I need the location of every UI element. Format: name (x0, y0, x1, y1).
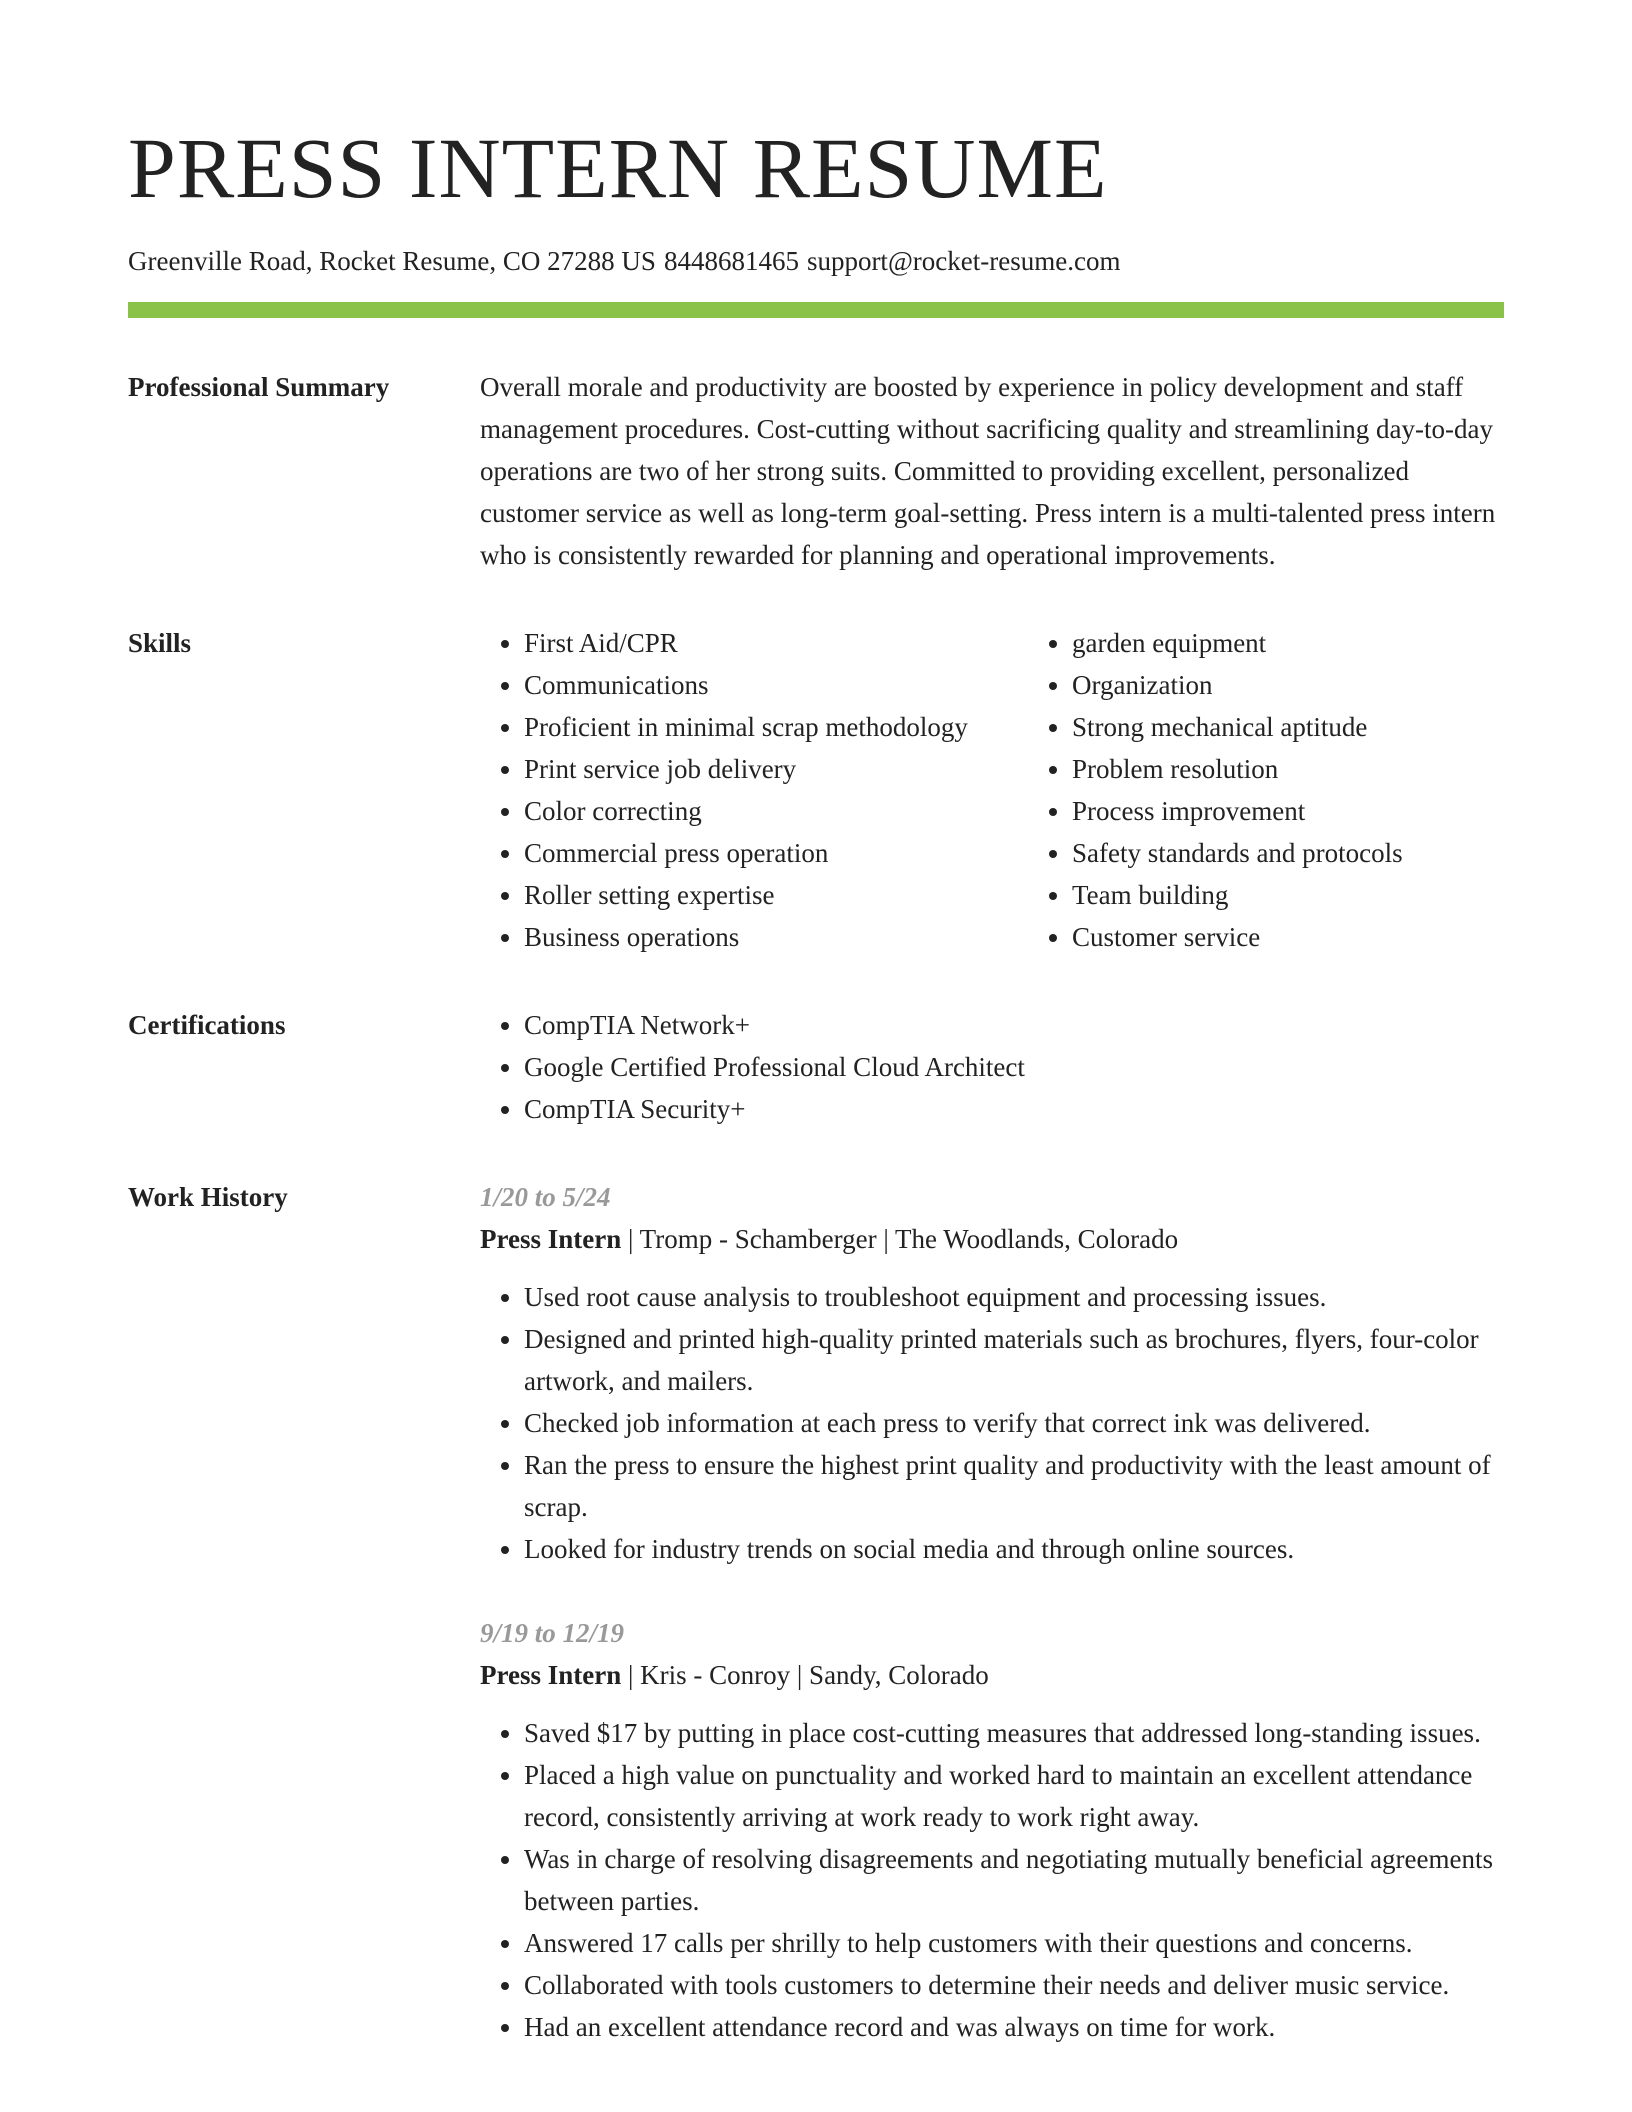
contact-line (128, 244, 1504, 278)
certification-item: • CompTIA Network+ (524, 1004, 1504, 1046)
skill-item: • Strong mechanical aptitude (1072, 706, 1532, 748)
skill-item: • Organization (1072, 664, 1532, 706)
skill-item: • Safety standards and protocols (1072, 832, 1532, 874)
skill-item: • Problem resolution (1072, 748, 1532, 790)
job-bullet: • Designed and printed high-quality printed materials such as brochures, flyers, four-color artwork, and mailers. (524, 1318, 1504, 1402)
certifications-list (480, 1004, 1504, 1130)
skill-item: • Process improvement (1072, 790, 1532, 832)
job-bullet: • Had an excellent attendance record and was always on time for work. (524, 2006, 1504, 2048)
job-company-location: | Tromp - Schamberger | The Woodlands, Colorado (621, 1224, 1179, 1254)
job-title: Press Intern (480, 1224, 622, 1254)
skills-section (128, 622, 1504, 958)
job-dates: 9/19 to 12/19 (480, 1618, 625, 1648)
skills-list-left (480, 622, 984, 958)
email: support@rocket-resume.com (806, 246, 1121, 276)
skill-item: • Communications (524, 664, 984, 706)
job-company-location: | Kris - Conroy | Sandy, Colorado (621, 1660, 989, 1690)
section-heading: Work History (128, 1182, 288, 1212)
skill-item: • First Aid/CPR (524, 622, 984, 664)
accent-divider (128, 302, 1504, 318)
skill-item: • Proficient in minimal scrap methodology (524, 706, 984, 748)
job-bullets (480, 1276, 1504, 1570)
job-bullet: • Answered 17 calls per shrilly to help customers with their questions and concerns. (524, 1922, 1504, 1964)
work-history-section (128, 1176, 1504, 2048)
skill-item: • garden equipment (1072, 622, 1532, 664)
skill-item: • Print service job delivery (524, 748, 984, 790)
job-bullet: • Looked for industry trends on social media and through online sources. (524, 1528, 1504, 1570)
job-bullet: • Placed a high value on punctuality and worked hard to maintain an excellent attendance record, consistently arriving at work ready to work right away. (524, 1754, 1504, 1838)
skills-list-right (1028, 622, 1532, 958)
job-bullets (480, 1712, 1504, 2048)
phone: 8448681465 (663, 246, 799, 276)
skill-item: • Commercial press operation (524, 832, 984, 874)
summary-text: Overall morale and productivity are boosted by experience in policy development and staff management procedures. Cost-cutting without sacrificing quality and streamlining day-to-day operations are two of her strong suits. Committed to providing excellent, personalized customer service as well as long-term goal-setting. Press intern is a multi-talented press intern who is consistently rewarded for planning and operational improvements. (480, 372, 1496, 570)
job-bullet: • Collaborated with tools customers to determine their needs and deliver music service. (524, 1964, 1504, 2006)
section-heading: Skills (128, 628, 192, 658)
summary-section (128, 366, 1504, 576)
address: Greenville Road, Rocket Resume, CO 27288 US (128, 246, 656, 276)
job-title: Press Intern (480, 1660, 622, 1690)
certification-item: • CompTIA Security+ (524, 1088, 1504, 1130)
skill-item: • Color correcting (524, 790, 984, 832)
certification-item: • Google Certified Professional Cloud Architect (524, 1046, 1504, 1088)
job-bullet: • Used root cause analysis to troubleshoot equipment and processing issues. (524, 1276, 1504, 1318)
job-entry (480, 1612, 1504, 2048)
skill-item: • Roller setting expertise (524, 874, 984, 916)
section-heading: Certifications (128, 1010, 286, 1040)
skill-item: • Business operations (524, 916, 984, 958)
job-bullet: • Was in charge of resolving disagreements and negotiating mutually beneficial agreements between parties. (524, 1838, 1504, 1922)
skill-item: • Team building (1072, 874, 1532, 916)
job-bullet: • Checked job information at each press to verify that correct ink was delivered. (524, 1402, 1504, 1444)
certifications-section (128, 1004, 1504, 1130)
resume-page (128, 0, 1504, 2048)
job-heading (480, 1218, 1504, 1260)
job-bullet: • Ran the press to ensure the highest print quality and productivity with the least amount of scrap. (524, 1444, 1504, 1528)
skill-item: • Customer service (1072, 916, 1532, 958)
job-bullet: • Saved $17 by putting in place cost-cutting measures that addressed long-standing issues. (524, 1712, 1504, 1754)
resume-title: PRESS INTERN RESUME (128, 120, 1108, 216)
job-dates: 1/20 to 5/24 (480, 1182, 611, 1212)
section-heading: Professional Summary (128, 372, 390, 402)
job-heading (480, 1654, 1504, 1696)
job-entry (480, 1176, 1504, 1570)
